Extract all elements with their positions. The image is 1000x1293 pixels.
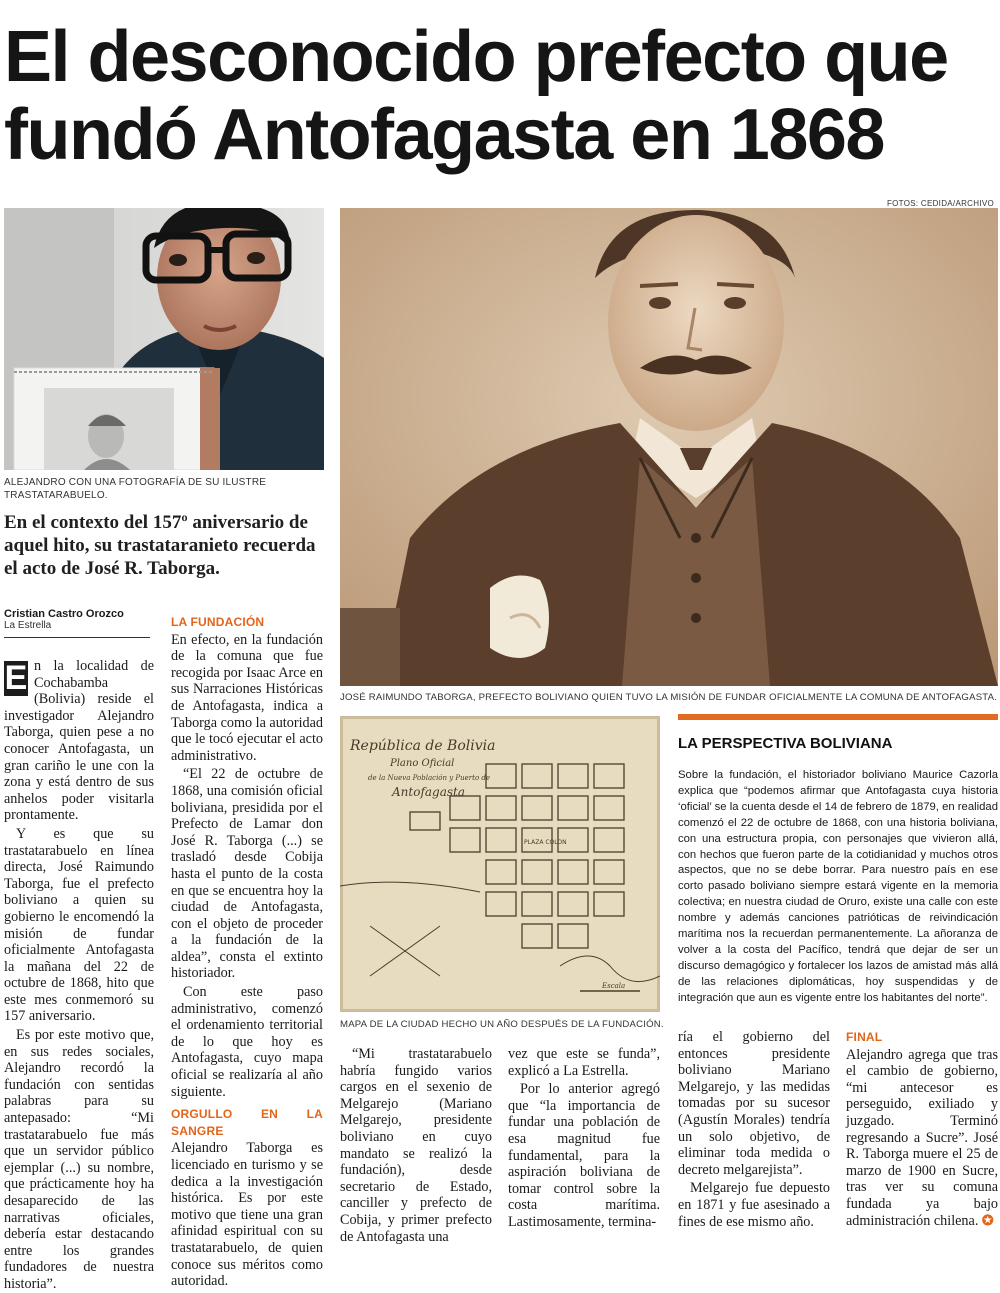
article-column-5 <box>678 1029 830 1230</box>
end-mark-icon: ✪ <box>981 1212 994 1229</box>
headline: El desconocido prefecto que fundó Antofagasta en 1868 <box>4 17 948 175</box>
paragraph: “El 22 de octubre de 1868, una comisión oficial boliviana, presidida por el Prefecto de Lamar don José R. Taborga (...) se trasladó desde Cobija hasta el punto de la costa en que se encuentra hoy la ciudad de Antofagasta, con el objeto de proceder a la fundación de la aldea”, consta el extinto historiador. <box>171 766 323 982</box>
byline <box>4 608 150 638</box>
paragraph: ría el gobierno del entonces presidente boliviano Mariano Melgarejo, y las medidas tomadas por su sucesor (Agustín Morales) tendría un solo objetivo, de eliminar toda medida o decreto melgarejista”. <box>678 1029 830 1178</box>
paragraph: E n la localidad de Cochabamba (Bolivia) reside el investigador Alejandro Taborga, quien pese a no conocer Antofagasta, un gran cariño le une con la zona y está dentro de sus anhelos poder visitarla prontamente. <box>4 658 154 824</box>
subhead-final: FINAL <box>846 1030 883 1044</box>
subhead-orgullo: ORGULLO EN LA SANGRE <box>171 1107 323 1138</box>
paragraph: En efecto, en la fundación de la comuna que fue recogida por Isaac Arce en sus Narraciones Históricas de Antofagasta, indica a Taborga como la autoridad que le tocó ejecutar el acto administrativo. <box>171 631 323 764</box>
article-column-1 <box>4 658 154 1293</box>
map-scale: Escala <box>602 982 626 990</box>
map-antofagasta <box>340 716 660 1012</box>
article-column-2 <box>171 614 323 1290</box>
map-caption: MAPA DE LA CIUDAD HECHO UN AÑO DESPUÉS DE LA FUNDACIÓN. <box>340 1019 664 1030</box>
sidebar-accent-bar <box>678 714 998 720</box>
photo-alejandro-image <box>4 208 324 470</box>
paragraph: vez que este se funda”, explicó a La Estrella. <box>508 1046 660 1079</box>
photo-taborga-image <box>340 208 998 686</box>
paragraph: Por lo anterior agregó que “la importancia de fundar una población de esa magnitud fue fundamental, para la aspiración boliviana de tomar control sobre la costa marítima. Lastimosamente, termina- <box>508 1081 660 1230</box>
paragraph: Es por este motivo que, en sus redes sociales, Alejandro recordó la fundación con sentidas palabras para su antepasado: “Mi trastatarabuelo fue más que un servidor público ejemplar (...) su nombre, que prácticamente hoy ha desaparecido de las narrativas oficiales, debería estar destacando entre los grandes fundadores de nuestra historia”. <box>4 1027 154 1292</box>
map-image <box>340 716 660 1012</box>
map-city-name: Antofagasta <box>392 785 466 799</box>
sidebar-title: LA PERSPECTIVA BOLIVIANA <box>678 735 893 752</box>
photo-alejandro-caption: ALEJANDRO CON UNA FOTOGRAFÍA DE SU ILUSTRE TRASTATARABUELO. <box>4 477 267 501</box>
map-subtitle-2: de la Nueva Población y Puerto de <box>368 774 491 782</box>
deck: En el contexto del 157º aniversario de aquel hito, su trastataranieto recuerda el acto de José R. Taborga. <box>4 512 316 579</box>
dropcap: E <box>4 659 28 697</box>
sidebar-text: Sobre la fundación, el historiador boliviano Maurice Cazorla explica que “podemos afirmar que Antofagasta cuya historia ‘oficial’ se la cuenta desde el 14 de febrero de 1879, en realidad comenzó el 22 de octubre de 1868, con una historia boliviana, con una estructura propia, con personajes que vivieron allá, con hechos que fueron parte de la cotidianidad y muchos otros aspectos, que no se debe borrar. Para nuestro país en ese corto pasado boliviano siempre estará vigente en la memoria colectiva; en nuestra ciudad de Oruro, existe una calle con este nombre y además canciones patrióticas de reivindicación marítima nos la recuerdan permanentemente. La añoranza de volver a la costa del Pacífico, tendrá que dejar de ser un discurso demagógico y fortalecer los lazos de amistad más allá de las relaciones diplomáticas, hoy suspendidas y de integración que aun es vigente entre los habitantes del norte”. <box>678 769 998 1004</box>
photo-credit: FOTOS: CEDIDA/ARCHIVO <box>886 199 994 208</box>
byline-name: Cristian Castro Orozco <box>4 608 124 620</box>
article-column-6 <box>846 1029 998 1229</box>
map-title: República de Bolivia <box>350 738 496 754</box>
photo-alejandro <box>4 208 324 470</box>
map-plaza-label: PLAZA COLON <box>524 839 567 846</box>
article-column-4 <box>508 1046 660 1231</box>
article-column-3 <box>340 1046 492 1245</box>
photo-taborga-caption: JOSÉ RAIMUNDO TABORGA, PREFECTO BOLIVIANO QUIEN TUVO LA MISIÓN DE FUNDAR OFICIALMENTE LA COMUNA DE ANTOFAGASTA. <box>340 692 998 703</box>
photo-taborga <box>340 208 998 686</box>
paragraph: Alejandro Taborga es licenciado en turismo y se dedica a la investigación histórica. Es por este motivo que tiene una gran afinidad espiritual con su trastatarabuelo, de quien conoce sus méritos como autoridad. <box>171 1140 323 1290</box>
map-subtitle: Plano Oficial <box>390 758 455 769</box>
paragraph: Con este paso administrativo, comenzó el ordenamiento territorial de lo que hoy es Antofagasta, cuyo mapa oficial se realizaría al año siguiente. <box>171 984 323 1100</box>
paragraph: “Mi trastatarabuelo habría fungido varios cargos en el sexenio de Melgarejo (Mariano Melgarejo, presidente boliviano en cuyo mandato se realizó la fundación), desde secretario de Estado, canciller y prefecto de Cobija, y primer prefecto de Antofagasta una <box>340 1046 492 1245</box>
paragraph: Y es que su trastatarabuelo en línea directa, José Raimundo Taborga, fue el prefecto boliviano a quien su gobierno le encomendó la misión de fundar oficialmente Antofagasta la mañana del 22 de octubre de 1868, hito que este mes conmemoró su 157 aniversario. <box>4 825 154 1025</box>
byline-org: La Estrella <box>4 620 52 631</box>
subhead-fundacion: LA FUNDACIÓN <box>171 615 265 629</box>
sidebar-box <box>678 714 998 1007</box>
paragraph: Alejandro agrega que tras el cambio de gobierno, “mi antecesor es perseguido, exiliado y juzgado. Terminó regresando a Sucre”. José R. Taborga muere el 25 de marzo de 1900 en Sucre, tras ver su comuna fundada ya bajo administración chilena. ✪ <box>846 1046 998 1229</box>
paragraph: Melgarejo fue depuesto en 1871 y fue asesinado a fines de ese mismo año. <box>678 1180 830 1230</box>
